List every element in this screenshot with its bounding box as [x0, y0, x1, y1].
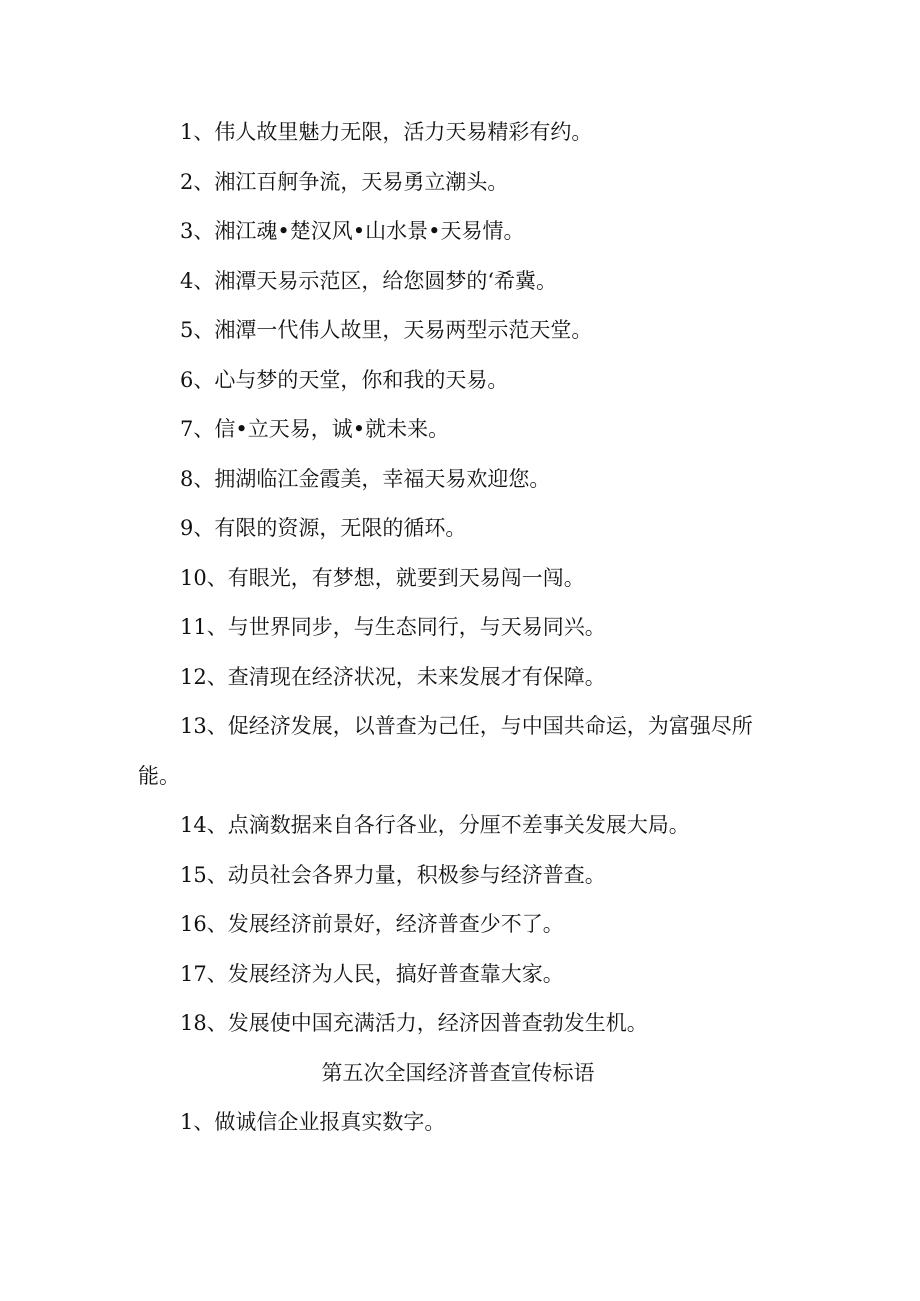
- slogan-item: 10、有眼光，有梦想，就要到天易闯一闯。: [180, 565, 585, 590]
- slogan-item: 6、心与梦的天堂，你和我的天易。: [180, 367, 509, 392]
- slogan-item: 4、湘潭天易示范区，给您圆梦的‘希冀。: [180, 268, 558, 293]
- slogan-item: 9、有限的资源，无限的循环。: [180, 516, 467, 540]
- slogan-item: 7、信•立天易，诚•就未来。: [180, 417, 450, 441]
- section-slogan-item: 1、做诚信企业报真实数字。: [180, 1110, 446, 1134]
- slogan-item: 14、点滴数据来自各行各业，分厘不差事关发展大局。: [180, 813, 690, 837]
- slogan-item: 11、与世界同步，与生态同行，与天易同兴。: [180, 615, 606, 639]
- slogan-item: 1、伟人故里魅力无限，活力天易精彩有约。: [180, 120, 593, 144]
- slogan-item: 13、促经济发展，以普查为己任，与中国共命运，为富强尽所能。: [138, 714, 753, 788]
- slogan-item: 15、动员社会各界力量，积极参与经济普查。: [180, 862, 606, 887]
- slogan-item: 8、拥湖临江金霞美，幸福天易欢迎您。: [180, 466, 551, 491]
- slogan-item: 16、发展经济前景好，经济普查少不了。: [180, 912, 564, 936]
- slogan-item: 18、发展使中国充满活力，经济因普查勃发生机。: [180, 1011, 648, 1035]
- document-body: [138, 108, 778, 1148]
- slogan-item: 2、湘江百舸争流，天易勇立潮头。: [180, 169, 509, 194]
- slogan-item: 17、发展经济为人民，搞好普查靠大家。: [180, 961, 564, 986]
- section-title: 第五次全国经济普查宣传标语: [321, 1060, 595, 1085]
- slogan-item: 12、查清现在经济状况，未来发展才有保障。: [180, 664, 606, 689]
- slogan-item: 5、湘潭一代伟人故里，天易两型示范天堂。: [180, 318, 593, 342]
- slogan-item: 3、湘江魂•楚汉风•山水景•天易情。: [180, 219, 525, 243]
